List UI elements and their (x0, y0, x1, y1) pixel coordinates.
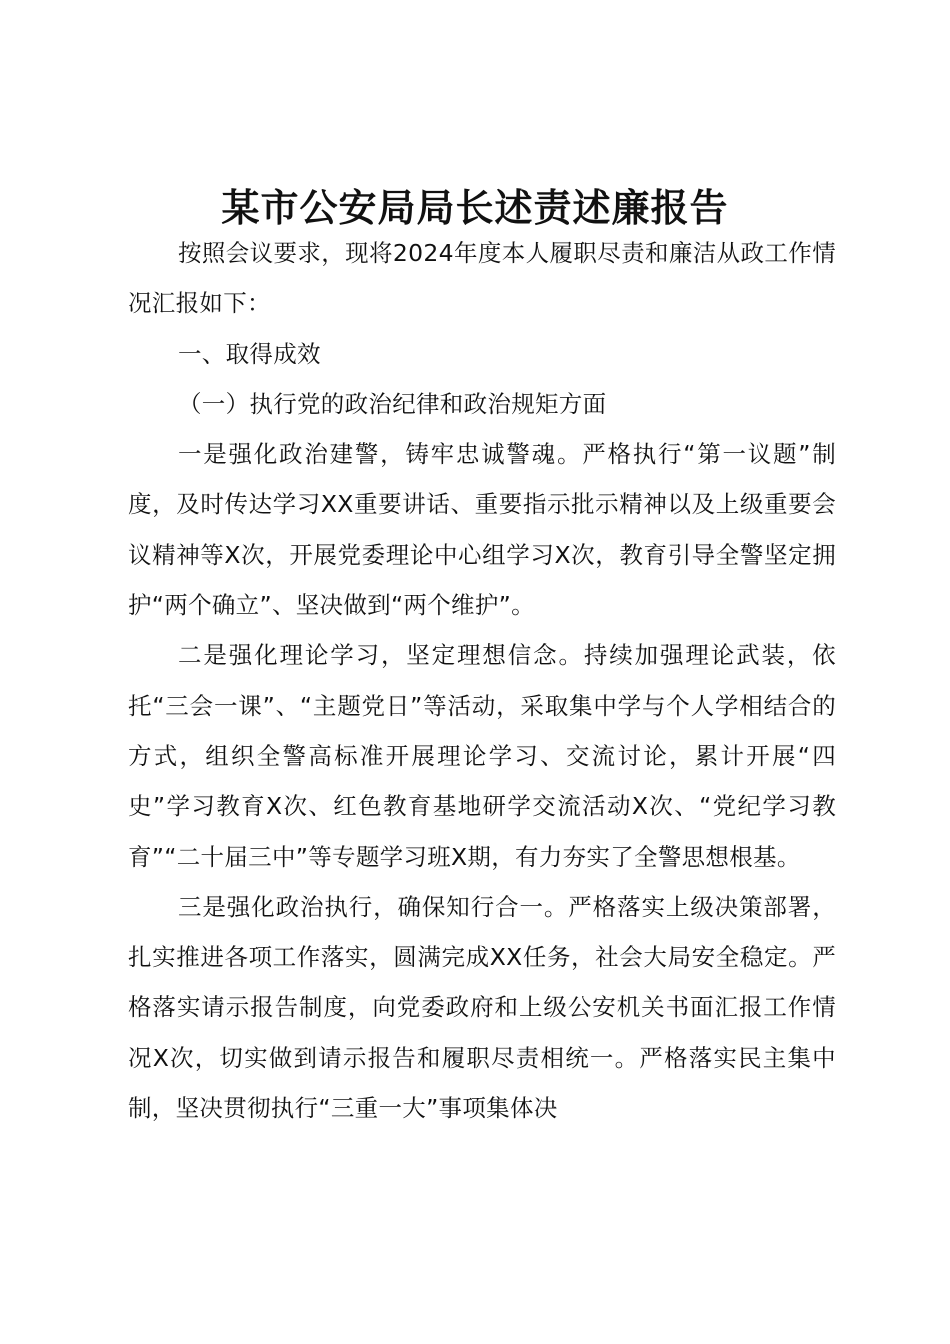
body-paragraph: 三是强化政治执行，确保知行合一。严格落实上级决策部署，扎实推进各项工作落实，圆满完成XX任务，社会大局安全稳定。严格落实请示报告制度，向党委政府和上级公安机关书面汇报工作情况X次，切实做到请示报告和履职尽责相统一。严格落实民主集中制，坚决贯彻执行“三重一大”事项集体决 (128, 892, 836, 1123)
body-paragraph: 一是强化政治建警，铸牢忠诚警魂。严格执行“第一议题”制度，及时传达学习XX重要讲话、重要指示批示精神以及上级重要会议精神等X次，开展党委理论中心组学习X次，教育引导全警坚定拥护“两个确立”、坚决做到“两个维护”。 (128, 440, 836, 620)
body-paragraph: 二是强化理论学习，坚定理想信念。持续加强理论武装，依托“三会一课”、“主题党日”等活动，采取集中学与个人学相结合的方式，组织全警高标准开展理论学习、交流讨论，累计开展“四史”学习教育X次、红色教育基地研学交流活动X次、“党纪学习教育”“二十届三中”等专题学习班X期，有力夯实了全警思想根基。 (128, 641, 836, 871)
document-title: 某市公安局局长述责述廉报告 (221, 185, 729, 230)
subsection-heading: （一）执行党的政治纪律和政治规矩方面 (178, 389, 607, 418)
document-body (128, 228, 836, 1133)
intro-paragraph: 按照会议要求，现将2024年度本人履职尽责和廉洁从政工作情况汇报如下： (128, 239, 836, 318)
section-heading: 一、取得成效 (178, 339, 321, 368)
